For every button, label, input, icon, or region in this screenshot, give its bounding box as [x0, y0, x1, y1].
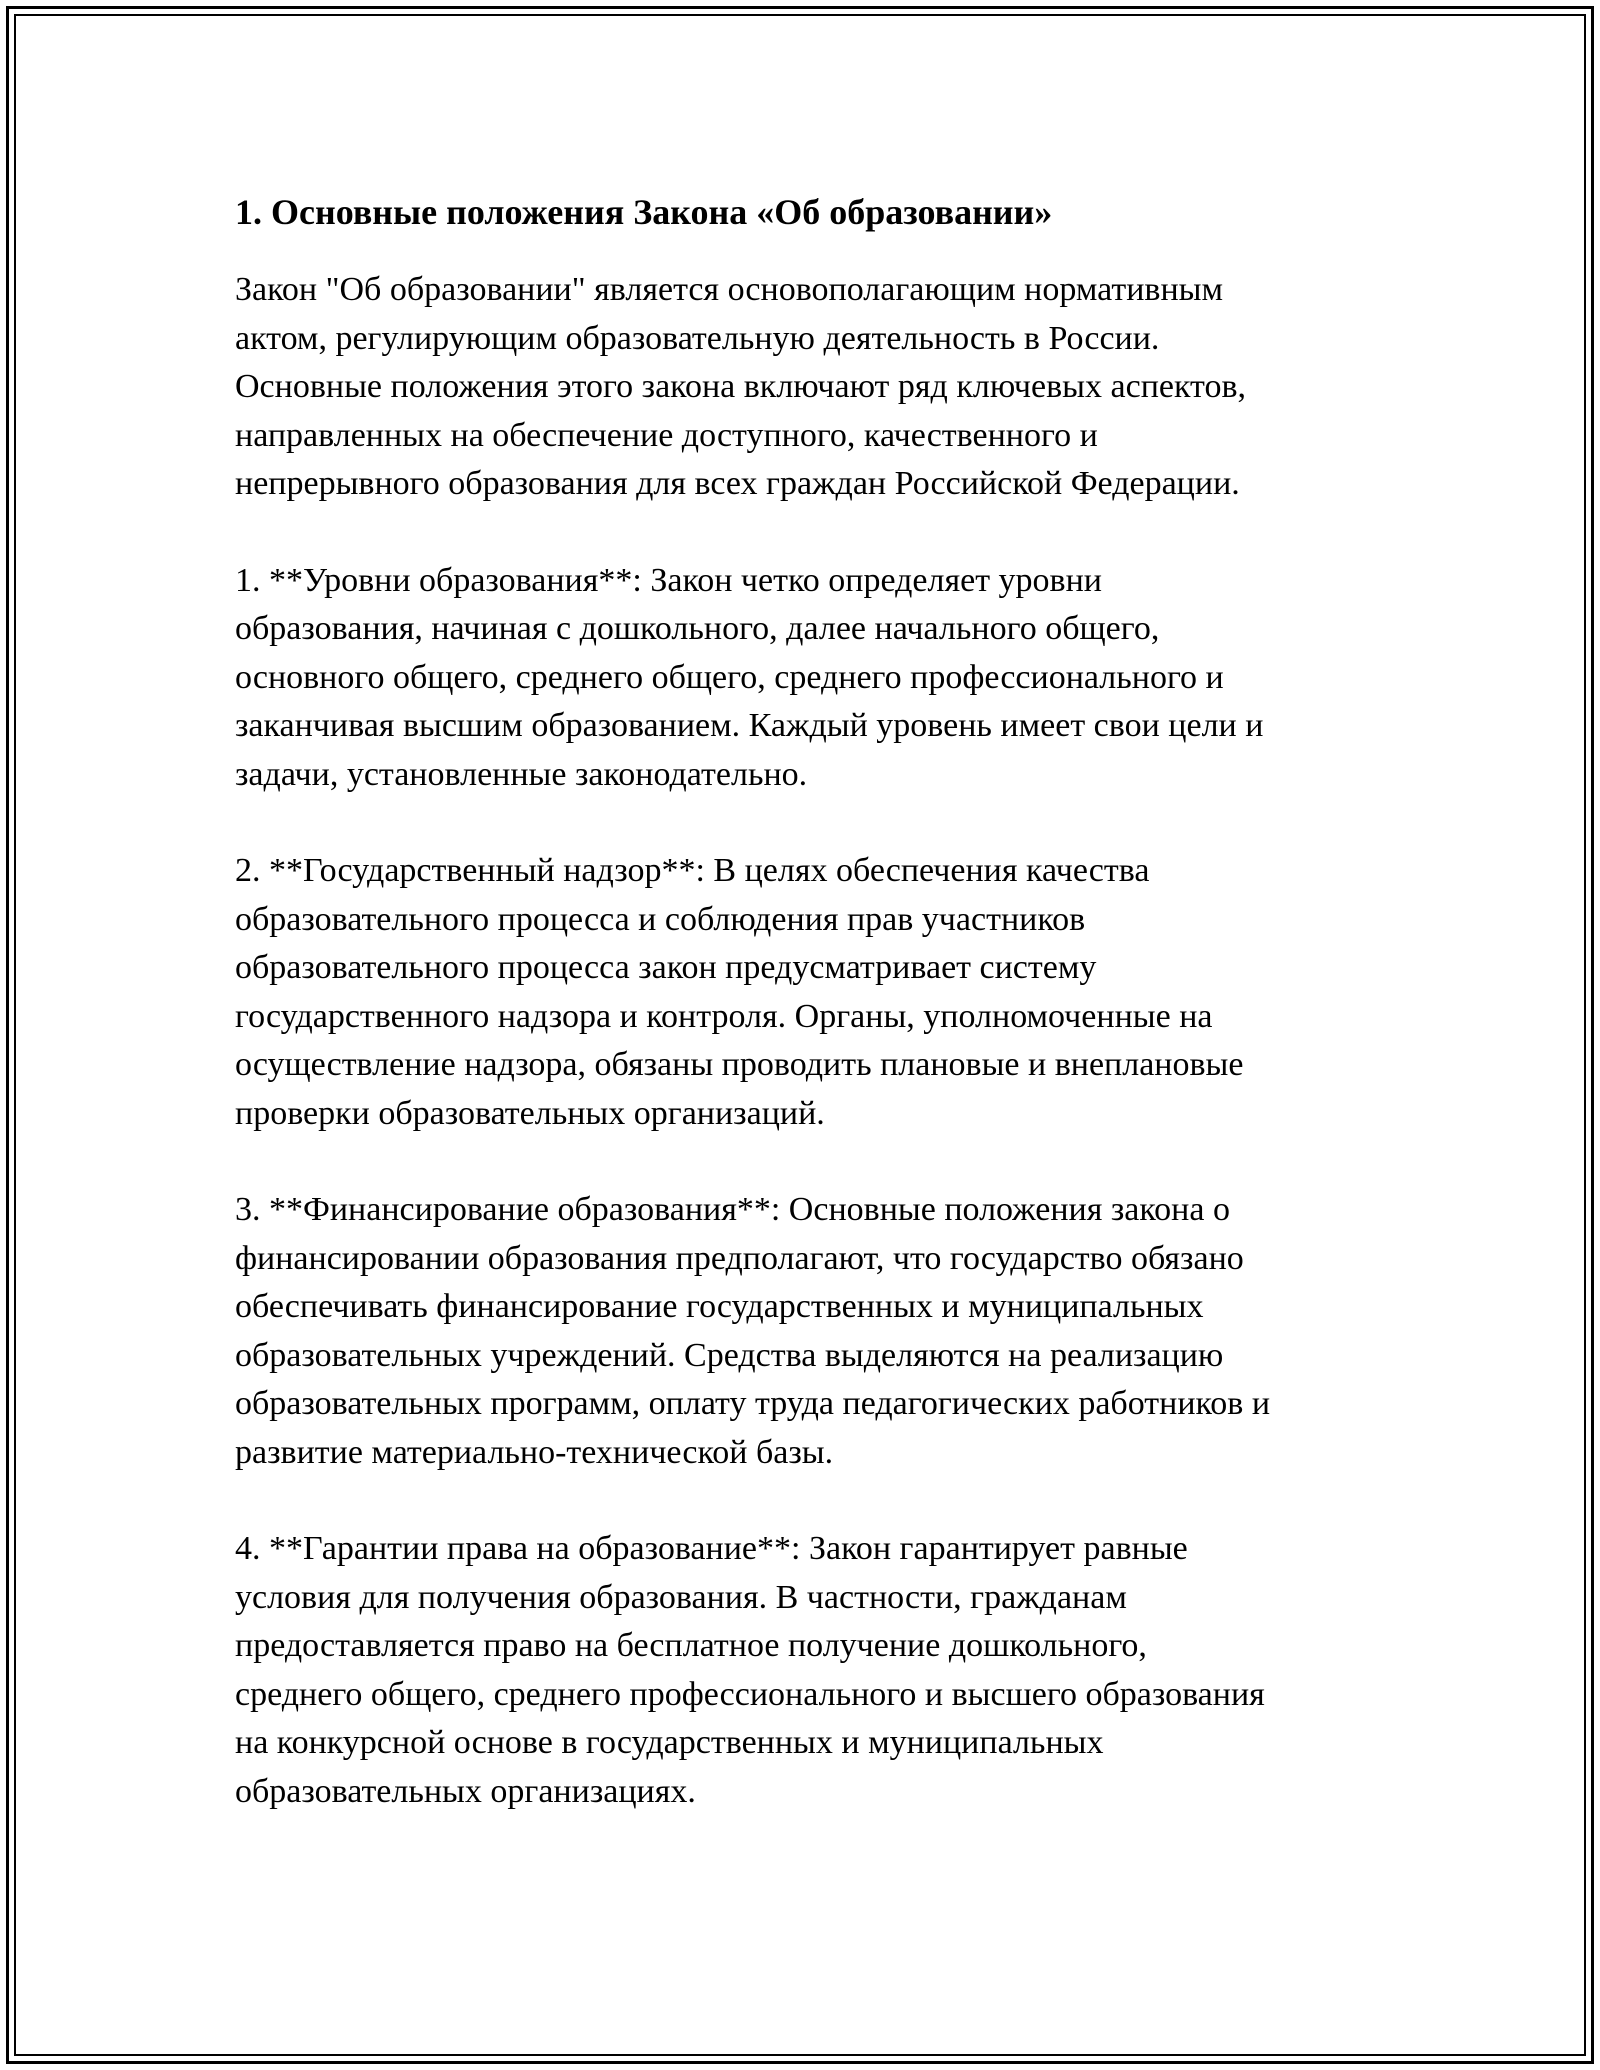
- paragraph-right-guarantees: 4. **Гарантии права на образование**: Закон гарантирует равные условия для получения образования. В частности, гражданам предоставляется право на бесплатное получение дошкольного, среднего общего, среднего профессионального и высшего образования на конкурсной основе в государственных и муниципальных образовательных организациях.: [235, 1530, 1265, 1810]
- intro-paragraph: Закон "Об образовании" является основополагающим нормативным актом, регулирующим образовательную деятельность в России. Основные положения этого закона включают ряд ключевых аспектов, направленных на обеспечение доступного, качественного и непрерывного образования для всех граждан Российской Федерации.: [235, 271, 1247, 502]
- document-body: [235, 186, 1385, 1864]
- paragraph-education-funding: 3. **Финансирование образования**: Основные положения закона о финансировании образования предполагают, что государство обязано обеспечивать финансирование государственных и муниципальных образовательных учреждений. Средства выделяются на реализацию образовательных программ, оплату труда педагогических работников и развитие материально-технической базы.: [235, 1191, 1271, 1471]
- section-heading: 1. Основные положения Закона «Об образовании»: [235, 192, 1053, 232]
- paragraph-state-supervision: 2. **Государственный надзор**: В целях обеспечения качества образовательного процесса и соблюдения прав участников образовательного процесса закон предусматривает систему государственного надзора и контроля. Органы, уполномоченные на осуществление надзора, обязаны проводить плановые и внеплановые проверки образовательных организаций.: [235, 852, 1244, 1132]
- paragraph-levels-of-education: 1. **Уровни образования**: Закон четко определяет уровни образования, начиная с дошкольного, далее начального общего, основного общего, среднего общего, среднего профессионального и заканчивая высшим образованием. Каждый уровень имеет свои цели и задачи, установленные законодательно.: [235, 561, 1264, 793]
